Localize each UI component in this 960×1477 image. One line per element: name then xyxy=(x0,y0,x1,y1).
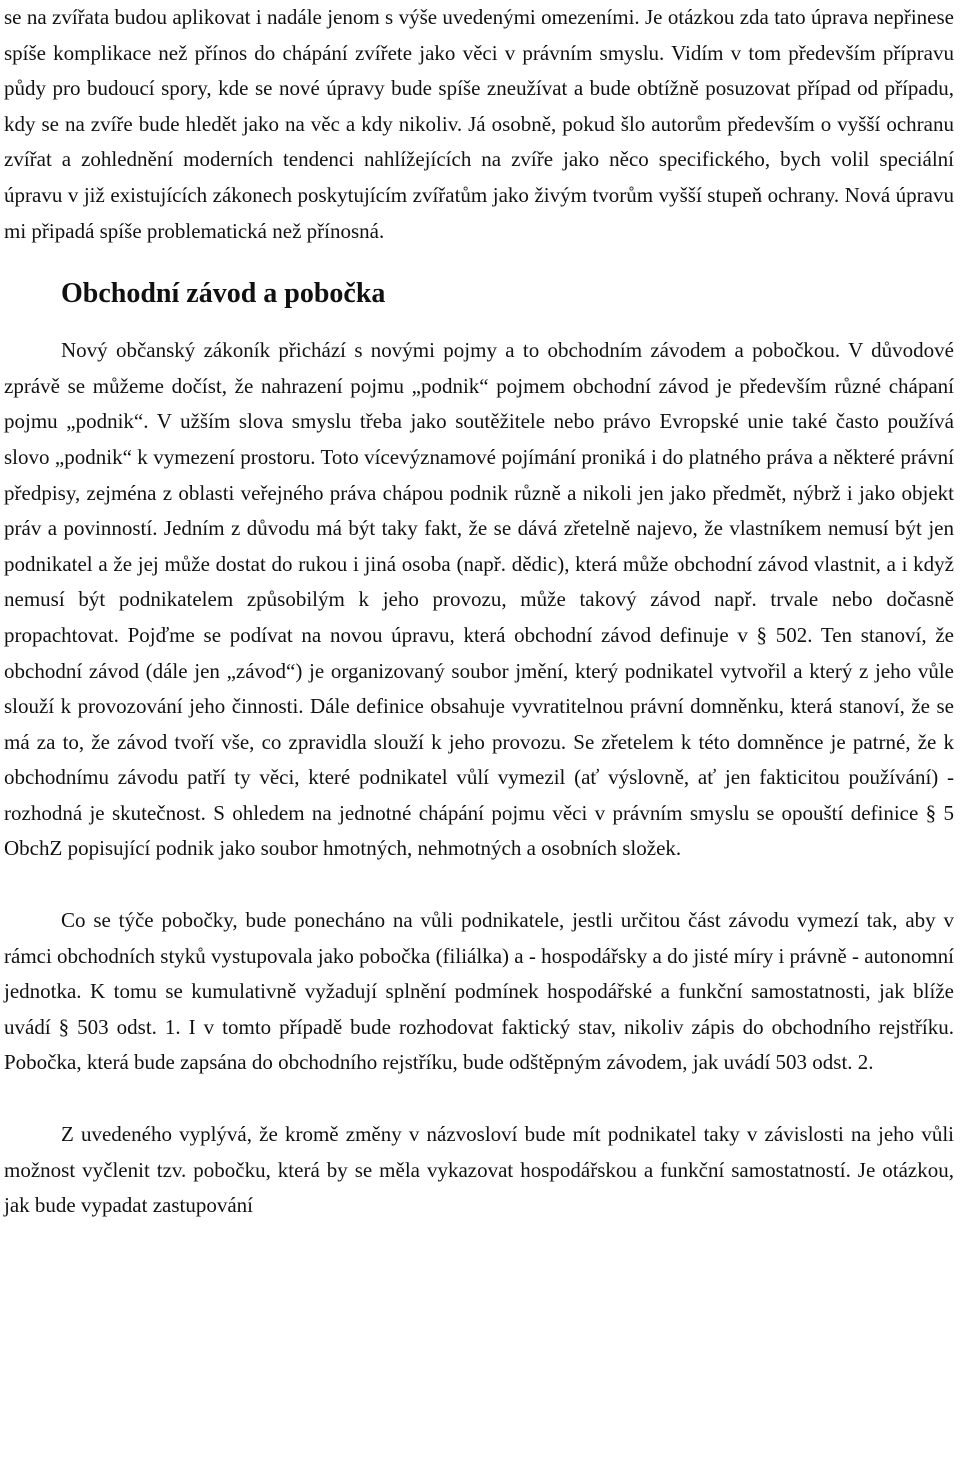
paragraph-conclusion: Z uvedeného vyplývá, že kromě změny v názvosloví bude mít podnikatel taky v závislosti na jeho vůli možnost vyčlenit tzv. pobočku, která by se měla vykazovat hospodářskou a funkční samostatností. Je otázkou, jak bude vypadat zastupování xyxy=(4,1122,954,1218)
section-heading: Obchodní závod a pobočka xyxy=(61,278,386,310)
document-page xyxy=(4,0,954,1224)
paragraph-business-enterprise: Nový občanský zákoník přichází s novými pojmy a to obchodním závodem a pobočkou. V důvodové zprávě se můžeme dočíst, že nahrazení pojmu „podnik“ pojmem obchodní závod je především různé chápaní pojmu „podnik“. V užším slova smyslu třeba jako soutěžitele nebo právo Evropské unie také často používá slovo „podnik“ k vymezení prostoru. Toto vícevýznamové pojímání proniká i do platného práva a některé právní předpisy, zejména z oblasti veřejného práva chápou podnik různě a nikoli jen jako předmět, nýbrž i jako objekt práv a povinností. Jedním z důvodu má být taky fakt, že se dává zřetelně najevo, že vlastníkem nemusí být jen podnikatel a že jej může dostat do rukou i jiná osoba (např. dědic), která může obchodní závod vlastnit, a i když nemusí být podnikatelem způsobilým k jeho provozu, může takový závod např. trvale nebo dočasně propachtovat. Pojďme se podívat na novou úpravu, která obchodní závod definuje v § 502. Ten stanoví, že obchodní závod (dále jen „závod“) je organizovaný soubor jmění, který podnikatel vytvořil a který z jeho vůle slouží k provozování jeho činnosti. Dále definice obsahuje vyvratitelnou právní domněnku, která stanoví, že se má za to, že závod tvoří vše, co zpravidla slouží k jeho provozu. Se zřetelem k této domněnce je patrné, že k obchodnímu závodu patří ty věci, které podnikatel vůlí vymezil (ať výslovně, ať jen fakticitou používání) - rozhodná je skutečnost. S ohledem na jednotné chápání pojmu věci v právním smyslu se opouští definice § 5 ObchZ popisující podnik jako soubor hmotných, nehmotných a osobních složek. xyxy=(4,338,954,861)
paragraph-animals: se na zvířata budou aplikovat i nadále jenom s výše uvedenými omezeními. Je otázkou zda tato úprava nepřinese spíše komplikace než přínos do chápání zvířete jako věci v právním smyslu. Vidím v tom především přípravu půdy pro budoucí spory, kde se nové úpravy bude spíše zneužívat a bude obtížně posuzovat případ od případu, kdy se na zvíře bude hledět jako na věc a kdy nikoliv. Já osobně, pokud šlo autorům především o vyšší ochranu zvířat a zohlednění moderních tendenci nahlížejících na zvíře jako něco specifického, bych volil speciální úpravu v již existujících zákonech poskytujícím zvířatům jako živým tvorům vyšší stupeň ochrany. Nová úpravu mi připadá spíše problematická než přínosná. xyxy=(4,5,954,243)
paragraph-branch: Co se týče pobočky, bude ponecháno na vůli podnikatele, jestli určitou část závodu vymezí tak, aby v rámci obchodních styků vystupovala jako pobočka (filiálka) a - hospodářsky a do jisté míry i právně - autonomní jednotka. K tomu se kumulativně vyžadují splnění podmínek hospodářské a funkční samostatnosti, jak blíže uvádí § 503 odst. 1. I v tomto případě bude rozhodovat faktický stav, nikoliv zápis do obchodního rejstříku. Pobočka, která bude zapsána do obchodního rejstříku, bude odštěpným závodem, jak uvádí 503 odst. 2. xyxy=(4,908,955,1075)
